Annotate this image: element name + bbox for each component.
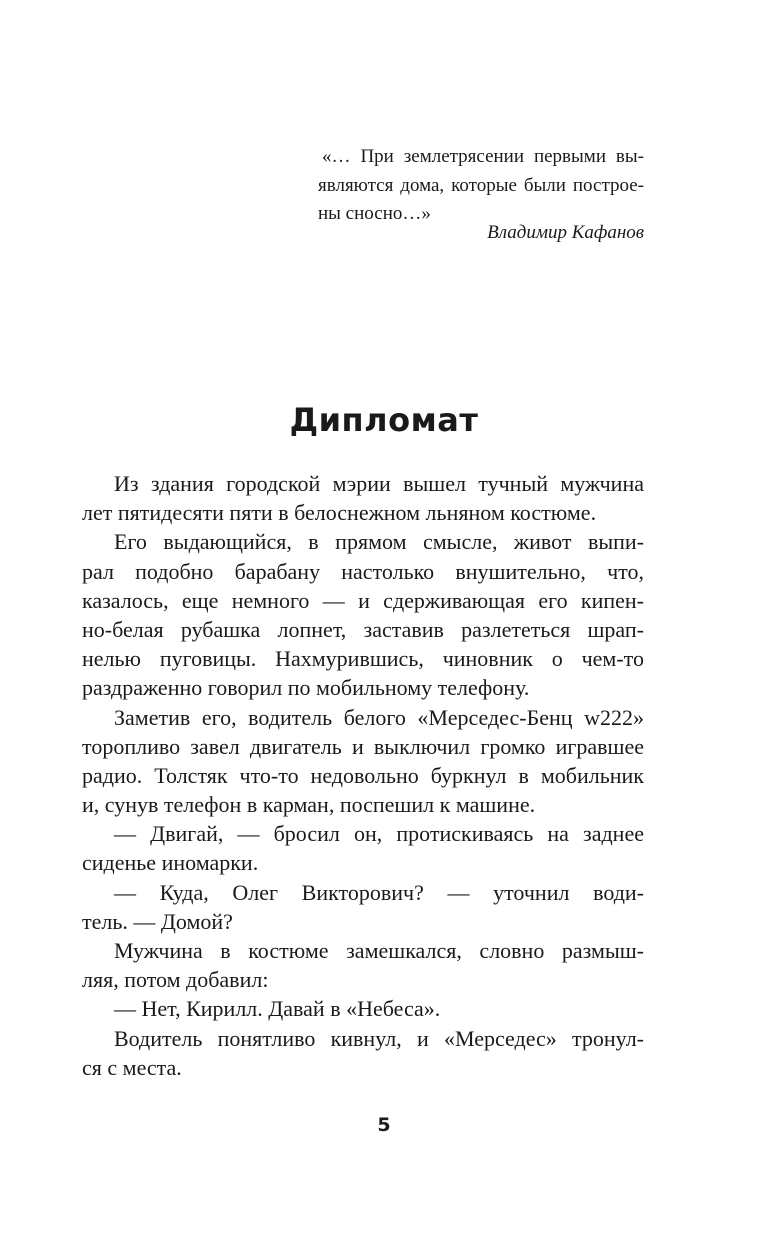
text-line: казалось, еще немного — и сдерживающая его кипен- [82,587,644,613]
text-line: раздраженно говорил по мобильному телефону. [82,675,530,701]
text-line: радио. Толстяк что-то недовольно буркнул в мобильник [82,762,644,788]
text-line: — Двигай, — бросил он, протискиваясь на заднее [114,821,644,847]
chapter-title: Дипломат [289,401,479,439]
text-line: — Куда, Олег Викторович? — уточнил води- [114,879,644,905]
text-line: но-белая рубашка лопнет, заставив разлететься шрап- [82,616,644,642]
text-line: и, сунув телефон в карман, поспешил к машине. [82,792,536,818]
page-number: 5 [377,1114,391,1136]
text-line: рал подобно барабану настолько внушительно, что, [82,558,644,584]
text-line: ляя, потом добавил: [82,967,269,993]
text-line: — Нет, Кирилл. Давай в «Небеса». [114,996,441,1022]
epigraph [318,143,644,229]
epigraph-line: «… При землетрясении первыми вы- [322,146,644,167]
text-line: тель. — Домой? [82,908,233,934]
text-line: нелью пуговицы. Нахмурившись, чиновник о чем-то [82,646,644,672]
text-line: сиденье иномарки. [82,850,259,876]
text-line: Из здания городской мэрии вышел тучный мужчина [114,471,644,496]
text-line: торопливо завел двигатель и выключил громко игравшее [82,733,644,759]
text-line: Его выдающийся, в прямом смысле, живот выпи- [114,529,644,555]
text-line: ся с места. [82,1054,182,1080]
epigraph-line: являются дома, которые были построе- [318,174,644,196]
text-line: Мужчина в костюме замешкался, словно размыш- [114,938,644,963]
text-line: Заметив его, водитель белого «Мерседес-Бенц w222» [114,704,644,730]
text-line: лет пятидесяти пяти в белоснежном льняном костюме. [82,500,597,526]
chapter-body [82,469,644,1082]
epigraph-author: Владимир Кафанов [487,222,644,243]
epigraph-line: ны сносно…» [318,203,431,224]
text-line: Водитель понятливо кивнул, и «Мерседес» тронул- [114,1025,644,1051]
